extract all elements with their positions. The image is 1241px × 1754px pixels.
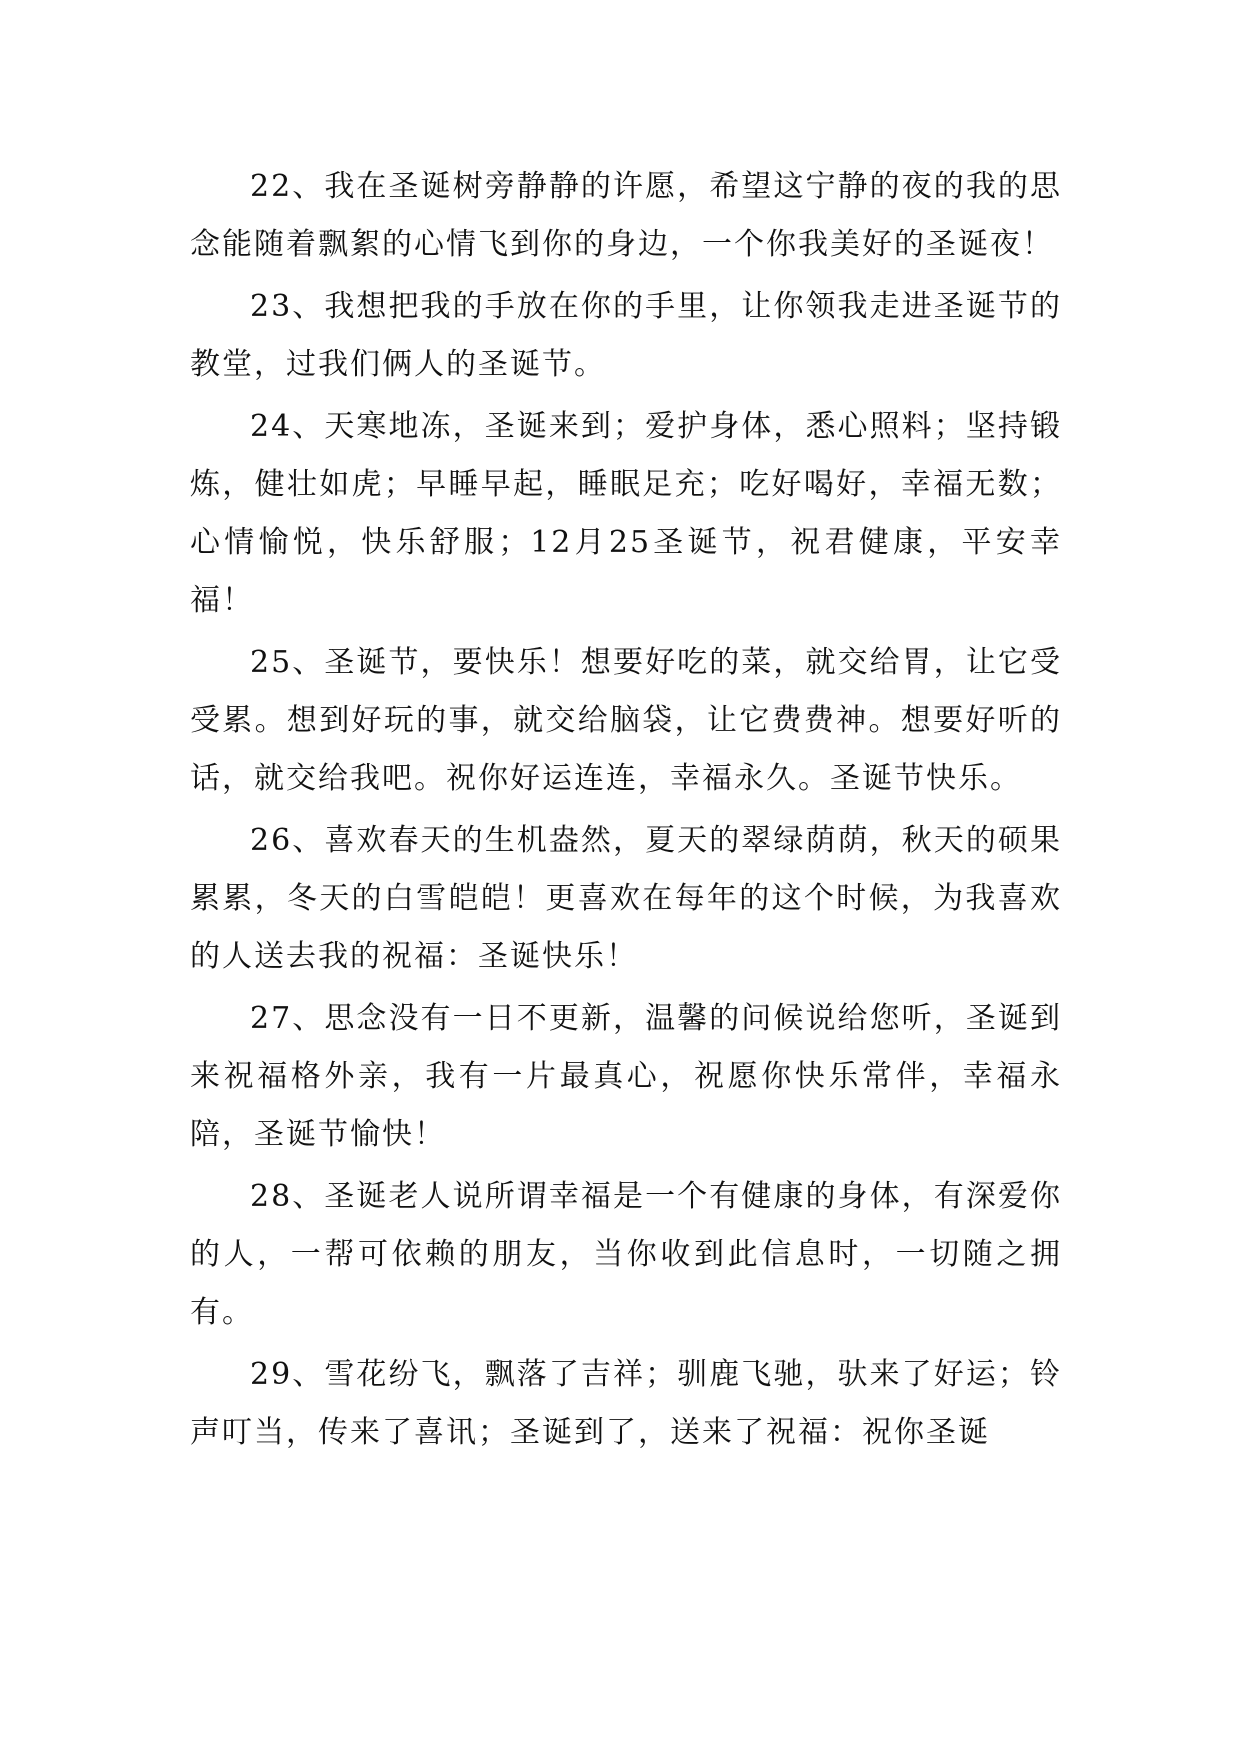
document-body — [190, 158, 1062, 1466]
paragraph-24: 24、天寒地冻，圣诞来到；爱护身体，悉心照料；坚持锻炼，健壮如虎；早睡早起，睡眠足充；吃好喝好，幸福无数；心情愉悦，快乐舒服；12月25圣诞节，祝君健康，平安幸福！ — [190, 409, 1062, 618]
paragraph-28: 28、圣诞老人说所谓幸福是一个有健康的身体，有深爱你的人，一帮可依赖的朋友，当你收到此信息时，一切随之拥有。 — [190, 1179, 1062, 1330]
paragraph-26: 26、喜欢春天的生机盎然，夏天的翠绿荫荫，秋天的硕果累累，冬天的白雪皑皑！更喜欢在每年的这个时候，为我喜欢的人送去我的祝福：圣诞快乐！ — [190, 823, 1062, 974]
paragraph-23: 23、我想把我的手放在你的手里，让你领我走进圣诞节的教堂，过我们俩人的圣诞节。 — [190, 289, 1062, 382]
paragraph-29: 29、雪花纷飞，飘落了吉祥；驯鹿飞驰，驮来了好运；铃声叮当，传来了喜讯；圣诞到了，送来了祝福：祝你圣诞 — [190, 1357, 1062, 1450]
paragraph-27: 27、思念没有一日不更新，温馨的问候说给您听，圣诞到来祝福格外亲，我有一片最真心，祝愿你快乐常伴，幸福永陪，圣诞节愉快！ — [190, 1001, 1062, 1152]
paragraph-22: 22、我在圣诞树旁静静的许愿，希望这宁静的夜的我的思念能随着飘絮的心情飞到你的身边，一个你我美好的圣诞夜！ — [190, 169, 1062, 262]
paragraph-25: 25、圣诞节，要快乐！想要好吃的菜，就交给胃，让它受受累。想到好玩的事，就交给脑袋，让它费费神。想要好听的话，就交给我吧。祝你好运连连，幸福永久。圣诞节快乐。 — [190, 645, 1062, 796]
